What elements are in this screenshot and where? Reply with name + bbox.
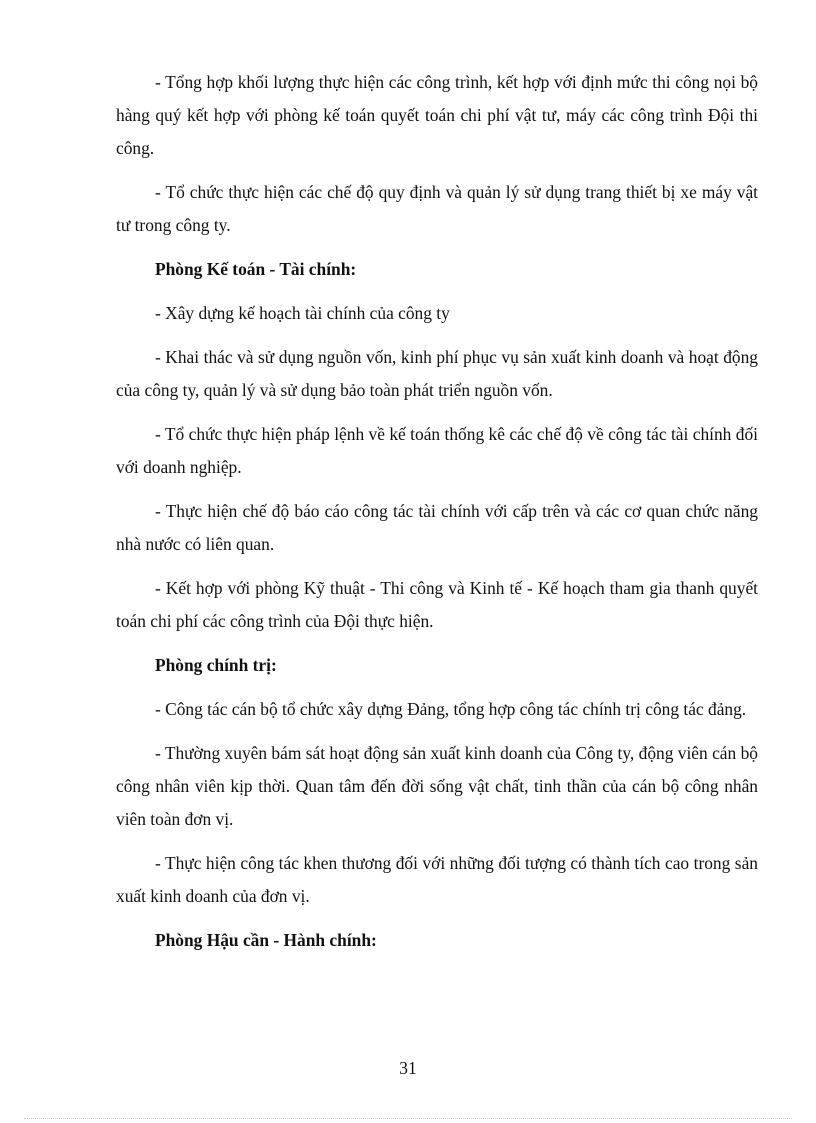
paragraph-equipment-management: - Tổ chức thực hiện các chế độ quy định và quản lý sử dụng trang thiết bị xe máy vật tư trong công ty. bbox=[116, 182, 758, 235]
paragraph-financial-reporting: - Thực hiện chế độ báo cáo công tác tài chính với cấp trên và các cơ quan chức năng nhà nước có liên quan. bbox=[116, 501, 758, 554]
paragraph-staff-care: - Thường xuyên bám sát hoạt động sản xuất kinh doanh của Công ty, động viên cán bộ công nhân viên kịp thời. Quan tâm đến đời sống vật chất, tinh thần của cán bộ công nhân viên toàn đơn vị. bbox=[116, 743, 758, 829]
paragraph-construction-volume: - Tổng hợp khối lượng thực hiện các công trình, kết hợp với định mức thi công nọi bộ hàng quý kết hợp với phòng kế toán quyết toán chi phí vật tư, máy các công trình Đội thi công. bbox=[116, 72, 758, 158]
paragraph-capital-use: - Khai thác và sử dụng nguồn vốn, kinh phí phục vụ sản xuất kinh doanh và hoạt động của công ty, quản lý và sử dụng bảo toàn phát triển nguồn vốn. bbox=[116, 347, 758, 400]
paragraph-accounting-ordinance: - Tổ chức thực hiện pháp lệnh về kế toán thống kê các chế độ về công tác tài chính đối với doanh nghiệp. bbox=[116, 424, 758, 477]
section-heading-accounting-finance: Phòng Kế toán - Tài chính: bbox=[155, 259, 357, 279]
paragraph-rewards: - Thực hiện công tác khen thương đối với những đối tượng có thành tích cao trong sản xuất kinh doanh của đơn vị. bbox=[116, 853, 758, 906]
section-heading-logistics-admin: Phòng Hậu cần - Hành chính: bbox=[155, 930, 377, 950]
page-number: 31 bbox=[399, 1058, 417, 1078]
bottom-divider bbox=[24, 1118, 792, 1119]
paragraph-party-building: - Công tác cán bộ tổ chức xây dựng Đảng, tổng hợp công tác chính trị công tác đảng. bbox=[155, 699, 747, 719]
paragraph-cost-settlement: - Kết hợp với phòng Kỹ thuật - Thi công và Kinh tế - Kế hoạch tham gia thanh quyết toán chi phí các công trình của Đội thực hiện. bbox=[116, 578, 758, 631]
paragraph-financial-plan: - Xây dựng kế hoạch tài chính của công ty bbox=[155, 303, 450, 323]
section-heading-political: Phòng chính trị: bbox=[155, 655, 277, 675]
page-body bbox=[116, 66, 758, 968]
